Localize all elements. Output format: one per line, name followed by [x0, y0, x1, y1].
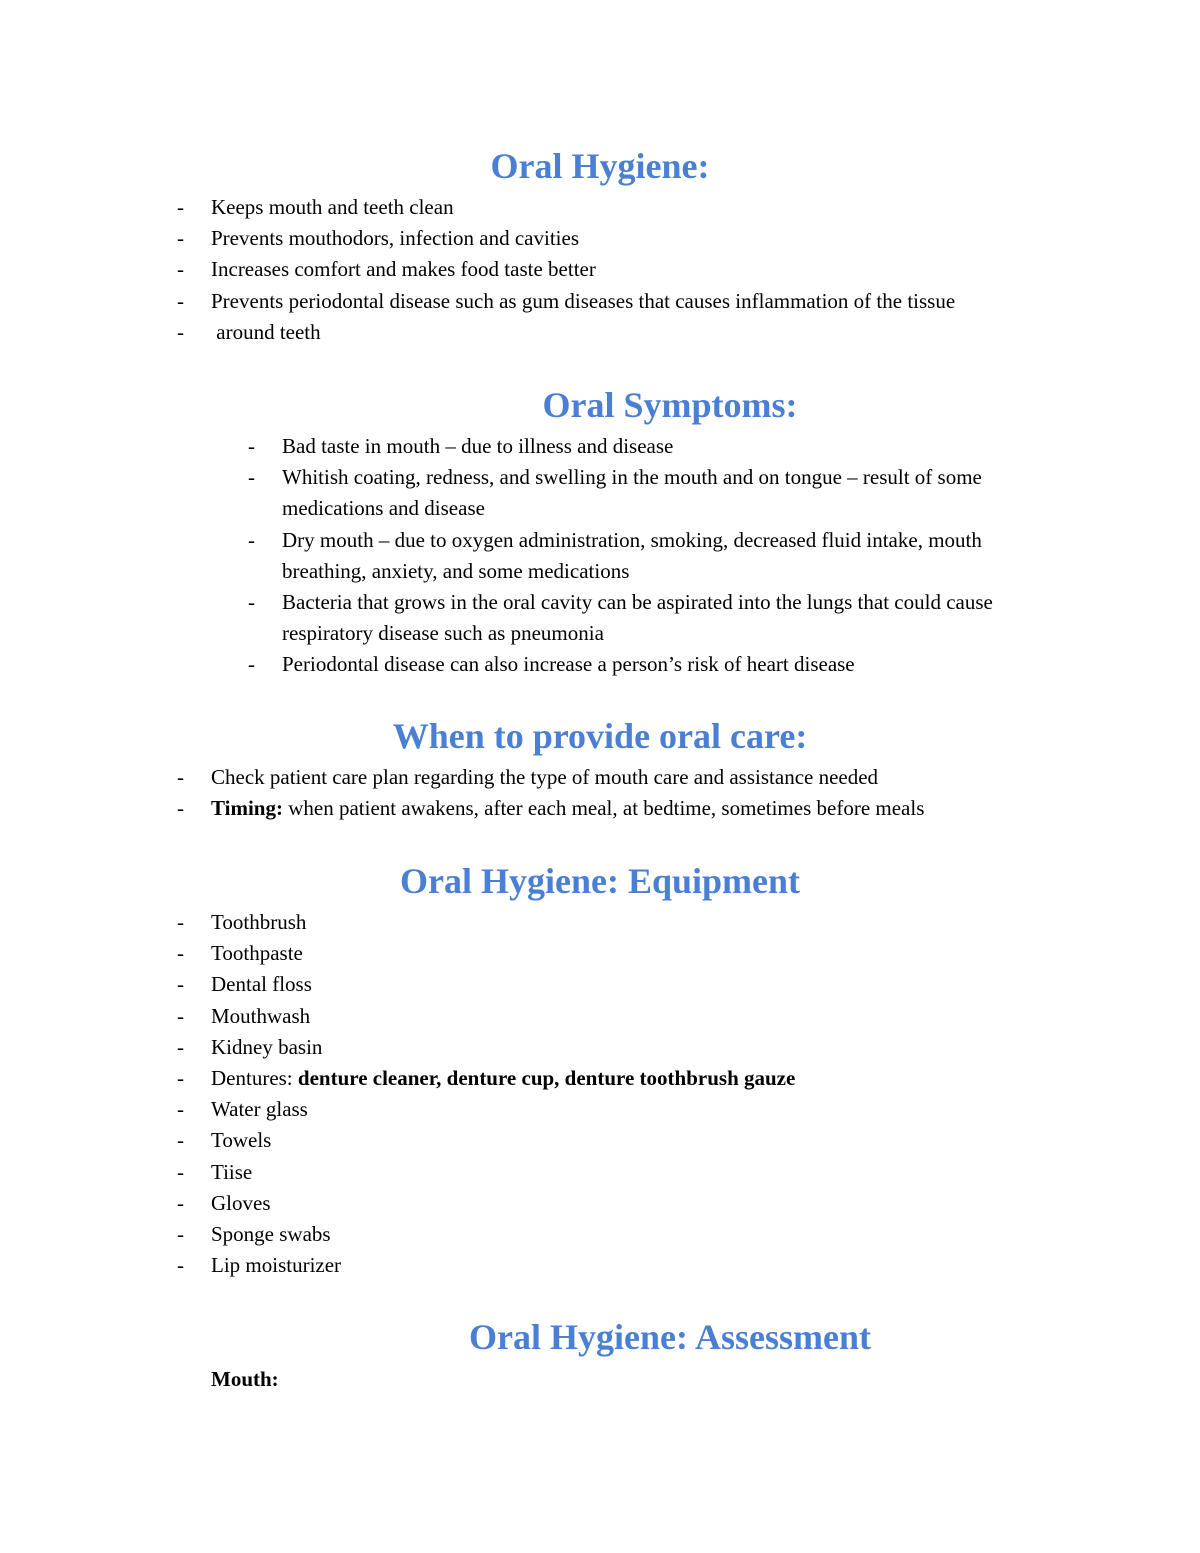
list-item: - Whitish coating, redness, and swelling in the mouth and on tongue – result of some medications and disease: [282, 462, 1052, 524]
list-item: - Mouthwash: [211, 1001, 795, 1032]
list-oral-hygiene: [211, 192, 955, 348]
list-item: - Increases comfort and makes food taste better: [211, 254, 955, 285]
list-item-timing: [211, 793, 924, 824]
dentures-items: denture cleaner, denture cup, denture toothbrush gauze: [297, 1066, 796, 1091]
heading-when-to-provide: When to provide oral care:: [392, 716, 808, 756]
dentures-label: Dentures:: [211, 1066, 298, 1091]
heading-assessment: Oral Hygiene: Assessment: [469, 1317, 871, 1357]
list-item: - Kidney basin: [211, 1032, 795, 1063]
heading-equipment: Oral Hygiene: Equipment: [399, 861, 800, 901]
list-item-dentures: [211, 1063, 795, 1094]
list-item: - Prevents periodontal disease such as gum diseases that causes inflammation of the tissue: [211, 286, 955, 317]
list-item: - Keeps mouth and teeth clean: [211, 192, 955, 223]
list-item: - Gloves: [211, 1188, 795, 1219]
list-item: - Bacteria that grows in the oral cavity can be aspirated into the lungs that could cause respiratory disease such as pneumonia: [282, 587, 1052, 649]
list-item: - Towels: [211, 1125, 795, 1156]
heading-oral-hygiene: Oral Hygiene:: [490, 146, 710, 186]
list-item: - Sponge swabs: [211, 1219, 795, 1250]
list-item: - Bad taste in mouth – due to illness and disease: [282, 431, 1052, 462]
list-equipment: [211, 907, 795, 1281]
list-item: - Prevents mouthodors, infection and cavities: [211, 223, 955, 254]
timing-label: Timing:: [211, 796, 283, 821]
list-item: - Lip moisturizer: [211, 1250, 795, 1281]
timing-text: when patient awakens, after each meal, at bedtime, sometimes before meals: [282, 796, 925, 821]
list-item: - Dental floss: [211, 969, 795, 1000]
list-item: - Toothbrush: [211, 907, 795, 938]
heading-oral-symptoms: Oral Symptoms:: [542, 385, 798, 425]
list-item: - Check patient care plan regarding the type of mouth care and assistance needed: [211, 762, 924, 793]
list-item: - Toothpaste: [211, 938, 795, 969]
list-item: - around teeth: [211, 317, 955, 348]
list-item: - Tiise: [211, 1157, 795, 1188]
list-item: - Periodontal disease can also increase a person’s risk of heart disease: [282, 649, 1052, 680]
list-oral-symptoms: [282, 431, 1052, 681]
mouth-label: Mouth:: [211, 1367, 279, 1391]
list-item: - Water glass: [211, 1094, 795, 1125]
list-when-to-provide: [211, 762, 924, 824]
list-item: - Dry mouth – due to oxygen administration, smoking, decreased fluid intake, mouth breathing, anxiety, and some medications: [282, 525, 1052, 587]
